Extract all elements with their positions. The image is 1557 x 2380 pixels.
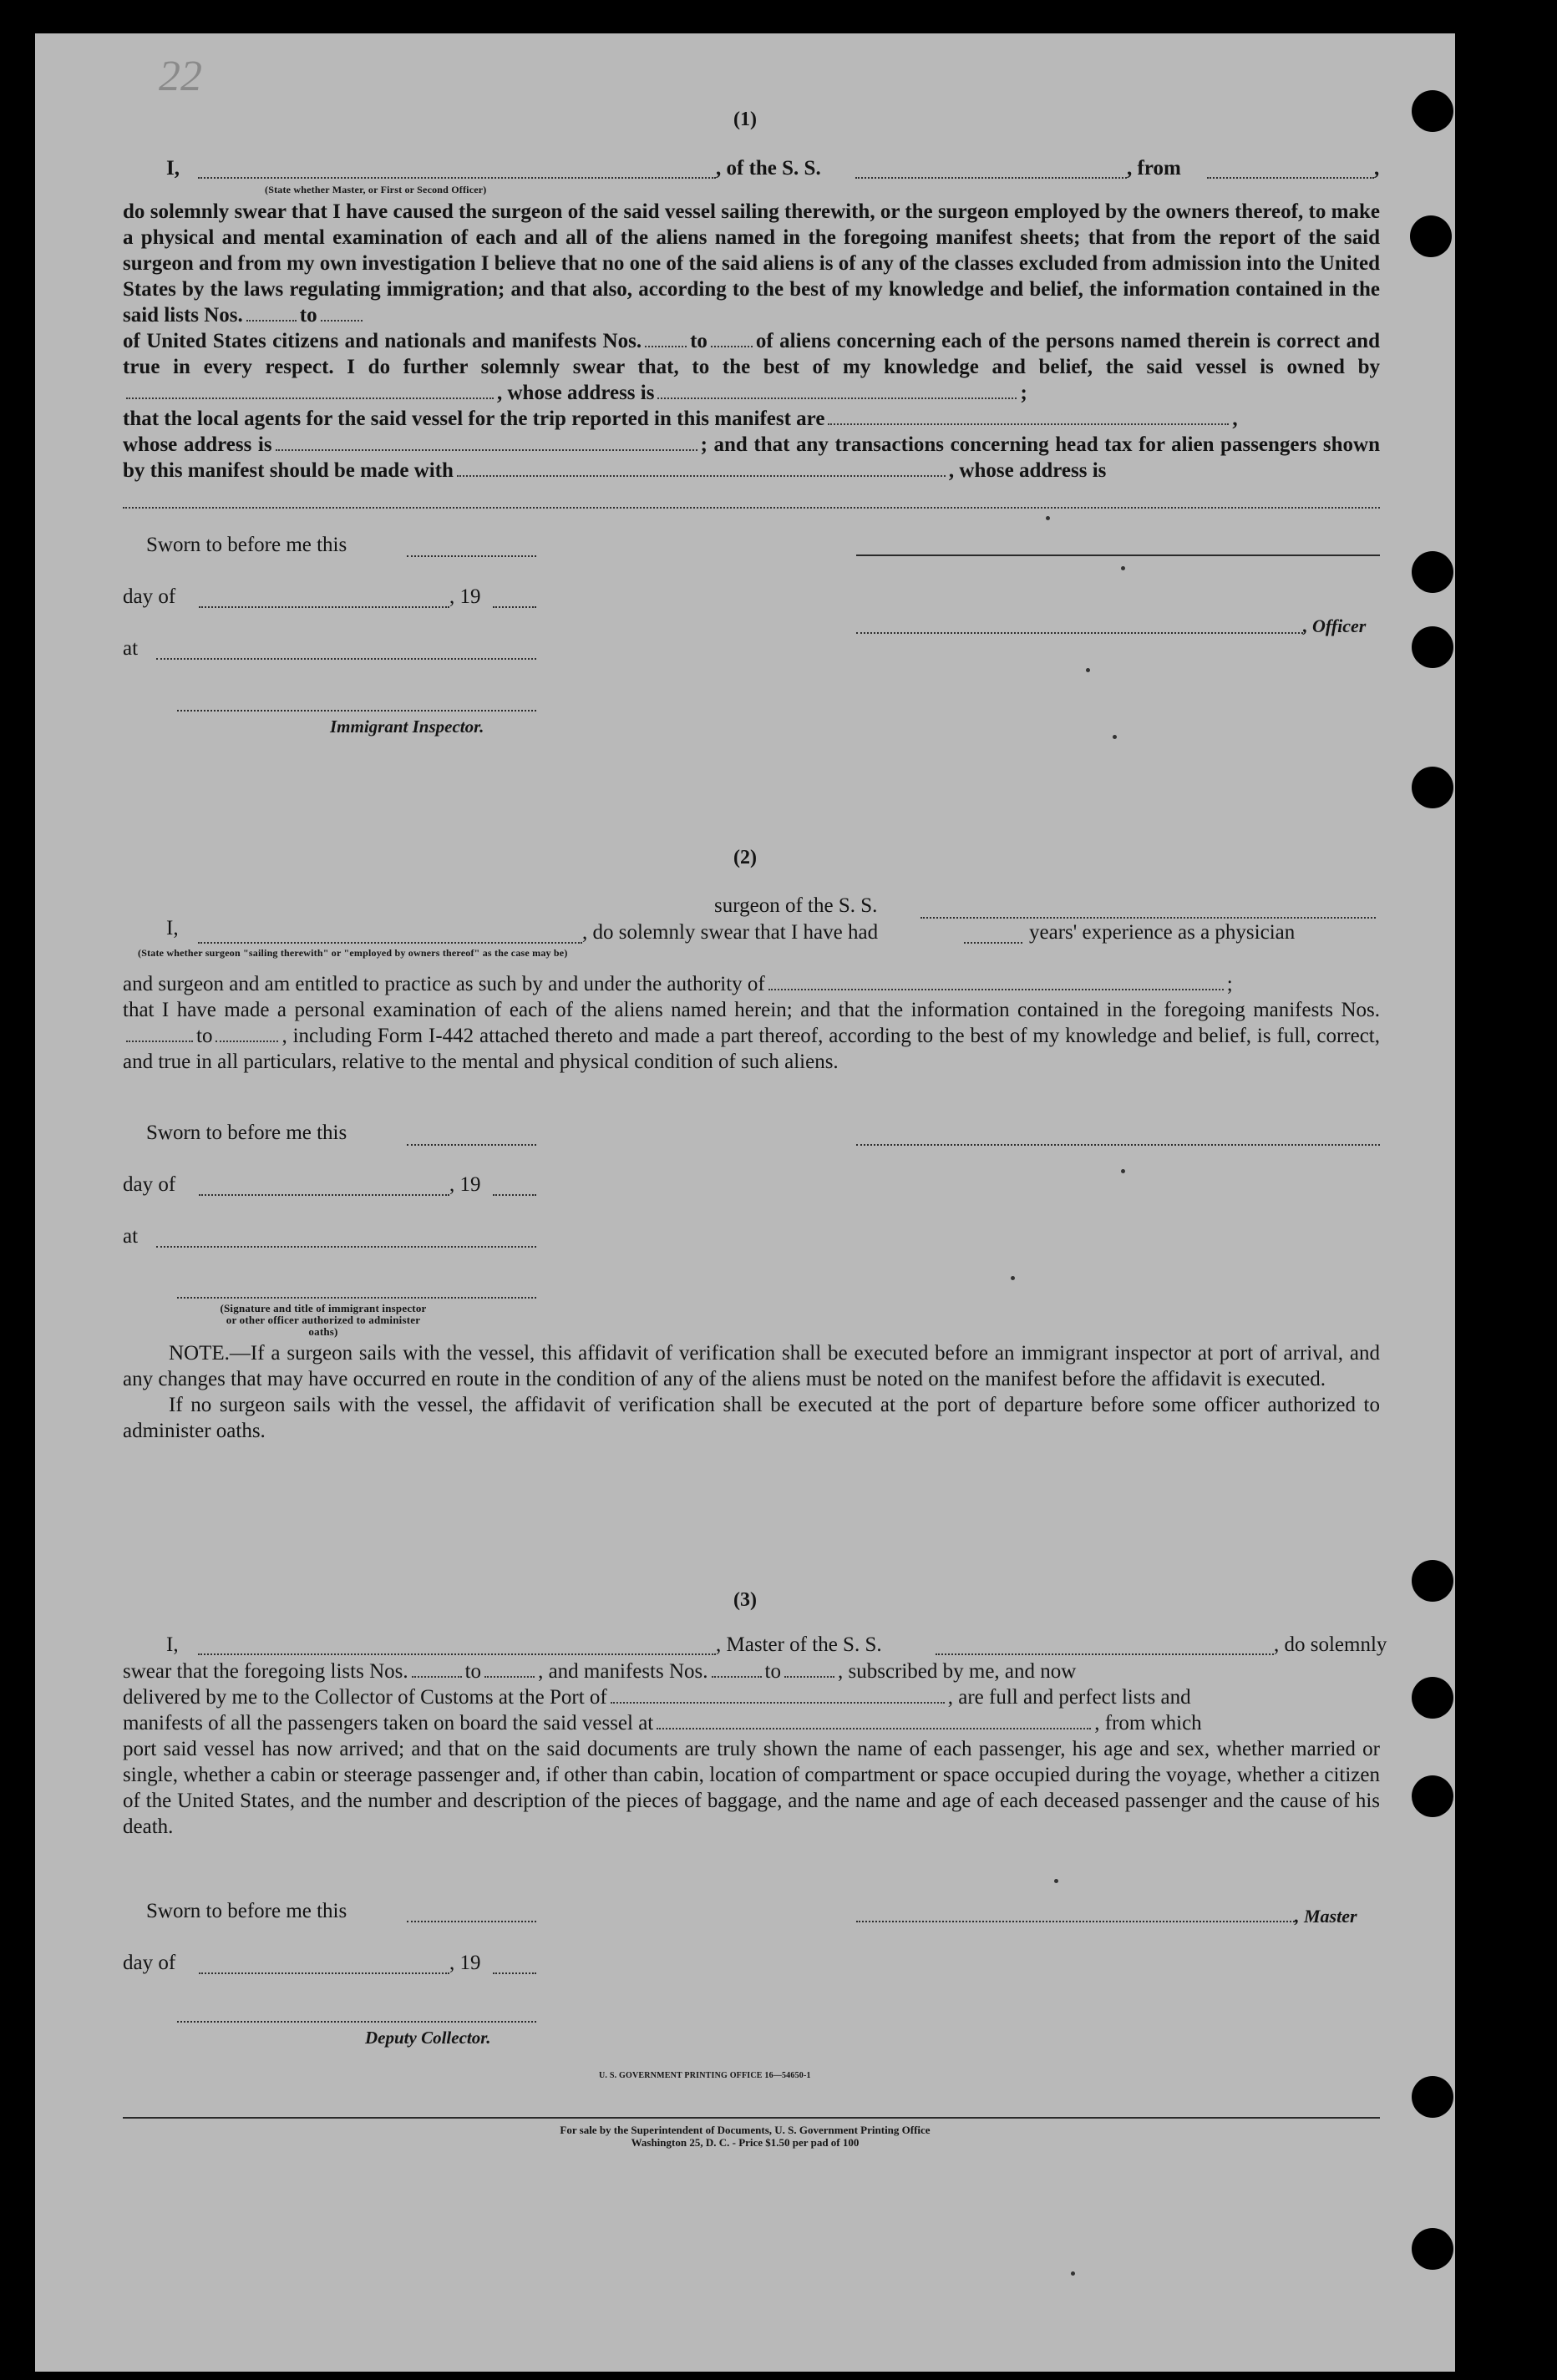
s1-year-blank <box>493 606 536 608</box>
footer-line-1: For sale by the Superintendent of Documents, U. S. Government Printing Office <box>560 2124 931 2136</box>
s2-sig-caption: (Signature and title of immigrant inspector or other officer authorized to administer oaths) <box>220 1302 427 1338</box>
handwritten-page-number: 22 <box>159 53 202 100</box>
section-2-heading: (2) <box>733 847 757 868</box>
scan-speck <box>1121 566 1125 570</box>
s3-deputy: Deputy Collector. <box>365 2028 491 2048</box>
s1-address-1: , whose address is <box>497 382 655 404</box>
s2-name-blank <box>198 942 582 944</box>
s2-ship-blank <box>921 917 1376 919</box>
s3-paragraph <box>123 1658 1380 1840</box>
s2-i: I, <box>166 917 179 939</box>
s3-from-which: , from which <box>1094 1712 1202 1734</box>
s1-day-blank <box>199 606 449 608</box>
s3-subscribed: , subscribed by me, and now <box>837 1660 1077 1683</box>
s1-to: to <box>299 304 317 327</box>
s2-years: years' experience as a physician <box>1029 921 1296 944</box>
s3-master-of: , Master of the S. S. <box>716 1633 882 1656</box>
punch-hole <box>1412 551 1453 593</box>
s2-day-blank <box>199 1194 449 1196</box>
s3-to: to <box>464 1660 482 1683</box>
print-code: U. S. GOVERNMENT PRINTING OFFICE 16—54650-1 <box>599 2071 811 2080</box>
s1-year: , 19 <box>449 585 481 608</box>
punch-hole <box>1410 215 1452 257</box>
s2-year-blank <box>493 1194 536 1196</box>
section-3-heading: (3) <box>733 1589 757 1611</box>
s3-swear-lists: swear that the foregoing lists Nos. <box>123 1660 408 1683</box>
s2-note-1: If a surgeon sails with the vessel, this affidavit of verification shall be executed before an immigrant inspector at port of arrival, and any changes that may have occurred en route in the condition of any of the aliens must be noted on the manifest before the affidavit is executed. <box>123 1342 1380 1390</box>
scan-speck <box>1121 1169 1125 1173</box>
punch-hole <box>1412 1677 1453 1719</box>
s3-day-of: day of <box>123 1952 176 1974</box>
s1-agents: that the local agents for the said vessel for the trip reported in this manifest are <box>123 408 825 430</box>
scan-speck <box>1054 1879 1058 1883</box>
punch-hole <box>1412 626 1453 668</box>
s3-collector-line <box>177 2021 536 2023</box>
s3-rest: port said vessel has now arrived; and that on the said documents are truly shown the name of each passenger, his age and sex, whether married or single, whether a cabin or steerage passenger and, if other than cabin, location of compartment or space occupied during the voyage, whether a citizen of the United States, and the number and description of the pieces of baggage, and the name and age of each deceased passenger and the cause of his death. <box>123 1738 1380 1838</box>
s2-at: at <box>123 1225 139 1248</box>
s2-paragraph: and surgeon and am entitled to practice as such by and under the authority of ; that I have made a personal examination of each of the aliens named herein; and that the information contained in the foregoing manifests Nos.to , including Form I-442 attached thereto and made a part thereof, according to the best of my knowledge and belief, is full, correct, and true in all particulars, relative to the mental and physical condition of such aliens. <box>123 973 1380 1073</box>
s2-authority: and surgeon and am entitled to practice as such by and under the authority of <box>123 973 765 995</box>
manifest-affidavit-page <box>35 33 1455 2372</box>
punch-hole <box>1412 767 1453 808</box>
s2-year: , 19 <box>449 1173 481 1196</box>
s1-comma: , <box>1374 157 1380 180</box>
scan-speck <box>1113 735 1117 739</box>
s1-head-tax: ; and that any transactions concerning head tax for alien passengers shown by this manifest should be made with <box>123 433 1381 482</box>
s1-address-3-blank <box>123 507 1380 509</box>
s3-year-blank <box>493 1972 536 1974</box>
s1-from-blank <box>1207 177 1374 179</box>
s3-delivered: delivered by me to the Collector of Customs at the Port of <box>123 1686 607 1709</box>
punch-hole <box>1412 1775 1453 1817</box>
s1-citizens-1: of United States citizens and nationals and manifests Nos. <box>123 330 642 352</box>
s1-at: at <box>123 637 139 660</box>
s3-sworn: Sworn to before me this <box>146 1900 347 1922</box>
punch-hole <box>1412 2076 1453 2118</box>
s1-address-2: whose address is <box>123 433 272 456</box>
s3-ship-blank <box>936 1653 1274 1655</box>
s2-years-blank <box>964 942 1022 944</box>
s1-paragraph: do solemnly swear that I have caused the surgeon of the said vessel sailing therewith, or the surgeon employed by the owners thereof, to make a physical and mental examination of each and all of the aliens named in the foregoing manifest sheets; that from the report of the said surgeon and from my own investigation I believe that no one of the said aliens is of any of the classes excluded from admission into the United States by the laws regulating immigration; and that also, according to the best of my knowledge and belief, the information contained in the said lists Nos. to of United States citizens and nationals and manifests Nos. to of aliens concerning each of the persons named therein is correct and true in every respect. I do further solemnly swear that, to the best of my knowledge and belief, the said vessel is owned by, whose address is ; that the local agents for the said vessel for the trip reported in this manifest are , whose address is ; and that any transactions concerning head tax for alien passengers shown by this manifest should be made with , whose address is <box>123 200 1381 482</box>
s2-note-2: If no surgeon sails with the vessel, the affidavit of verification shall be executed at the port of departure before some officer authorized to administer oaths. <box>123 1394 1380 1442</box>
s3-i: I, <box>166 1633 179 1656</box>
s2-day-of: day of <box>123 1173 176 1196</box>
s2-surgeon-of: surgeon of the S. S. <box>714 894 878 917</box>
s3-to-2: to <box>764 1660 781 1683</box>
s1-inspector: Immigrant Inspector. <box>330 717 484 737</box>
footer-rule <box>123 2117 1380 2119</box>
s2-inspector-line <box>177 1297 536 1299</box>
s3-day-blank <box>199 1972 449 1974</box>
scan-speck <box>1011 1276 1015 1280</box>
scan-speck <box>1046 516 1050 520</box>
s1-officer-blank <box>856 632 1303 634</box>
s2-swear-had: , do solemnly swear that I have had <box>582 921 879 944</box>
s3-manifests-all: manifests of all the passengers taken on board the said vessel at <box>123 1712 654 1734</box>
s1-at-blank <box>156 658 536 660</box>
punch-hole <box>1412 2228 1453 2270</box>
scan-speck <box>1071 2271 1075 2276</box>
s2-exam: that I have made a personal examination of each of the aliens named herein; and that the information contained in the foregoing manifests Nos. <box>123 999 1380 1021</box>
s1-ship-blank <box>855 177 1127 179</box>
s2-note: NOTE.—If a surgeon sails with the vessel, this affidavit of verification shall be executed before an immigrant inspector at port of arrival, and any changes that may have occurred en route in the condition of any of the aliens must be noted on the manifest before the affidavit is executed. If no surgeon sails with the vessel, the affidavit of verification shall be executed at the port of departure before some officer authorized to administer oaths. <box>123 1342 1380 1442</box>
s3-solemnly: , do solemnly <box>1274 1633 1387 1656</box>
s1-oath-text: do solemnly swear that I have caused the surgeon of the said vessel sailing therewith, or the surgeon employed by the owners thereof, to make a physical and mental examination of each and all of the aliens named in the foregoing manifest sheets; that from the report of the said surgeon and from my own investigation I believe that no one of the said aliens is of any of the classes excluded from admission into the United States by the laws regulating immigration; and that also, according to the best of my knowledge and belief, the information contained in the said lists Nos. <box>123 200 1380 327</box>
scan-speck <box>1086 668 1090 672</box>
footer-line-2: Washington 25, D. C. - Price $1.50 per pad of 100 <box>631 2136 860 2149</box>
s1-officer: , Officer <box>1303 615 1367 636</box>
s3-master-blank <box>856 1921 1295 1922</box>
s2-caption: (State whether surgeon "sailing therewith" or "employed by owners thereof" as the case may be) <box>138 947 568 959</box>
s1-day-of: day of <box>123 585 176 608</box>
s1-rank-blank <box>198 177 716 179</box>
s2-sworn: Sworn to before me this <box>146 1122 347 1144</box>
s3-year: , 19 <box>449 1952 481 1974</box>
s2-signature-line <box>856 1144 1380 1146</box>
s3-name-blank <box>198 1653 716 1655</box>
s1-sworn-blank <box>407 555 536 557</box>
s1-sworn: Sworn to before me this <box>146 534 347 556</box>
s3-and-manifests: , and manifests Nos. <box>538 1660 708 1683</box>
s1-address-3: , whose address is <box>948 459 1107 482</box>
s1-to-2: to <box>690 330 707 352</box>
s3-master: , Master <box>1295 1906 1357 1927</box>
s2-to: to <box>196 1025 213 1047</box>
s2-including: , including Form I-442 attached thereto and made a part thereof, according to the best of my knowledge and belief, is full, correct, and true in all particulars, relative to the mental and physical condition of such aliens. <box>123 1025 1380 1073</box>
s1-citizens-2: of aliens concerning each of the persons named therein is correct and true in every respect. I do further solemnly swear that, to the best of my knowledge and belief, the said vessel is owned by <box>123 330 1380 378</box>
s2-sworn-blank <box>407 1144 536 1146</box>
s1-signature-line <box>856 554 1380 556</box>
s2-at-blank <box>156 1246 536 1248</box>
s3-full-perfect: , are full and perfect lists and <box>947 1686 1191 1709</box>
s3-sworn-blank <box>407 1921 536 1922</box>
section-1-heading: (1) <box>733 109 757 130</box>
s1-i: I, <box>166 157 180 180</box>
s1-of-ss: , of the S. S. <box>716 157 821 180</box>
s2-note-label: NOTE. <box>169 1342 230 1365</box>
s1-inspector-line <box>177 710 536 711</box>
s1-from: , from <box>1127 157 1181 180</box>
s1-rank-caption: (State whether Master, or First or Second Officer) <box>265 184 487 195</box>
